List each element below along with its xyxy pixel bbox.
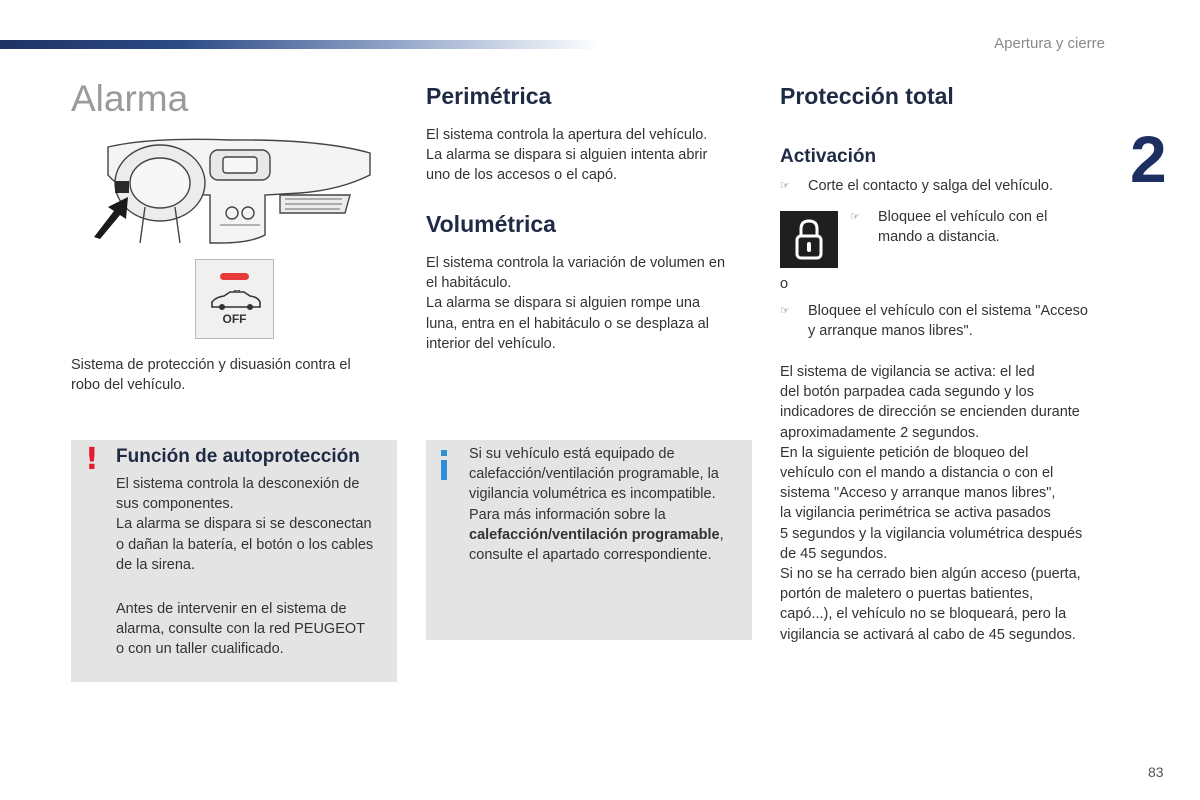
warning-title: Función de autoprotección: [116, 446, 360, 467]
step-1: [780, 176, 1053, 196]
chapter-number: 2: [1130, 122, 1167, 196]
step-3: [780, 301, 1088, 341]
text-line: interior del vehículo.: [426, 335, 556, 352]
text-line: La alarma se dispara si alguien intenta abrir: [426, 147, 708, 164]
warning-line: Antes de intervenir en el sistema de: [116, 601, 347, 617]
warning-line: El sistema controla la desconexión de: [116, 476, 360, 492]
info-text: [469, 444, 724, 565]
or-text: o: [780, 276, 789, 292]
alarm-off-label: OFF: [222, 312, 247, 326]
step-line: Bloquee el vehículo con el sistema "Acceso: [808, 303, 1088, 319]
step-text: Corte el contacto y salga del vehículo.: [808, 178, 1054, 194]
step-text: [808, 301, 1088, 341]
volumetrica-text: [426, 253, 725, 354]
pointing-hand-icon: ☞: [780, 305, 790, 317]
intro-caption: [71, 355, 351, 395]
body-line: vehículo con el mando a distancia o con el: [780, 465, 1054, 482]
section-header: Apertura y cierre: [994, 35, 1105, 52]
body-line: El sistema de vigilancia se activa: el led: [780, 364, 1035, 380]
step-line: y arranque manos libres".: [808, 323, 973, 340]
body-line: sistema "Acceso y arranque manos libres",: [780, 485, 1056, 502]
proteccion-body: [780, 362, 1082, 645]
body-line: En la siguiente petición de bloqueo del: [780, 444, 1029, 461]
warning-box: [71, 440, 397, 682]
body-line: de 45 segundos.: [780, 545, 888, 562]
info-line: Si su vehículo está equipado de: [469, 446, 675, 462]
caption-line: robo del vehículo.: [71, 377, 186, 394]
warning-line: o dañan la batería, el botón o los cables: [116, 536, 374, 553]
info-line: ,: [719, 526, 724, 543]
warning-line: sus componentes.: [116, 496, 234, 513]
step-2: [850, 207, 1047, 247]
header-gradient-bar: [0, 40, 600, 49]
warning-line: alarma, consulte con la red PEUGEOT: [116, 621, 366, 638]
text-line: el habitáculo.: [426, 275, 512, 292]
body-line: indicadores de dirección se encienden durante: [780, 404, 1080, 421]
body-line: aproximadamente 2 segundos.: [780, 424, 980, 441]
page-title: Alarma: [71, 78, 189, 119]
lock-button-illustration: [780, 211, 838, 268]
caption-line: Sistema de protección y disuasión contra el: [71, 357, 351, 373]
text-line: El sistema controla la apertura del vehículo.: [426, 127, 708, 143]
warning-line: La alarma se dispara si se desconectan: [116, 516, 372, 533]
text-line: La alarma se dispara si alguien rompe una: [426, 295, 701, 312]
info-icon: [426, 450, 466, 490]
text-line: El sistema controla la variación de volumen en: [426, 255, 726, 271]
alarm-off-button-illustration: [195, 259, 274, 339]
alarm-led: [220, 273, 249, 280]
body-line: capó...), el vehículo no se bloqueará, pero la: [780, 606, 1067, 623]
info-box: [426, 440, 752, 640]
pointing-hand-icon: ☞: [850, 211, 860, 223]
body-line: Si no se ha cerrado bien algún acceso (puerta,: [780, 566, 1081, 583]
warning-line: de la sirena.: [116, 556, 195, 573]
activacion-title: Activación: [780, 146, 877, 167]
body-line: portón de maletero o puertas batientes,: [780, 586, 1034, 603]
page-number: 83: [1148, 764, 1164, 780]
info-line: calefacción/ventilación programable, la: [469, 466, 719, 483]
text-line: uno de los accesos o el capó.: [426, 167, 618, 184]
car-alarm-icon: [208, 290, 263, 312]
perimetrica-text: [426, 125, 707, 186]
volumetrica-title: Volumétrica: [426, 211, 556, 237]
pointing-hand-icon: ☞: [780, 180, 790, 192]
step-text: [878, 207, 1047, 247]
perimetrica-title: Perimétrica: [426, 83, 552, 109]
body-line: del botón parpadea cada segundo y los: [780, 384, 1034, 401]
body-line: la vigilancia perimétrica se activa pasados: [780, 505, 1051, 522]
body-line: vigilancia se activará al cabo de 45 segundos.: [780, 626, 1076, 643]
exclamation-icon: !: [85, 442, 99, 477]
warning-text-2: [116, 599, 365, 660]
body-line: 5 segundos y la vigilancia volumétrica después: [780, 525, 1083, 542]
info-line: vigilancia volumétrica es incompatible.: [469, 486, 716, 503]
proteccion-title: Protección total: [780, 83, 954, 109]
lock-icon: [780, 211, 838, 268]
info-line: consulte el apartado correspondiente.: [469, 547, 712, 564]
step-line: Bloquee el vehículo con el: [878, 209, 1048, 225]
warning-line: o con un taller cualificado.: [116, 641, 284, 658]
text-line: luna, entra en el habitáculo o se desplaza al: [426, 315, 709, 332]
warning-text: [116, 474, 373, 575]
step-line: mando a distancia.: [878, 229, 1000, 246]
info-line: Para más información sobre la: [469, 506, 666, 523]
dashboard-illustration: [90, 135, 380, 250]
info-bold-reference: calefacción/ventilación programable: [469, 526, 720, 543]
